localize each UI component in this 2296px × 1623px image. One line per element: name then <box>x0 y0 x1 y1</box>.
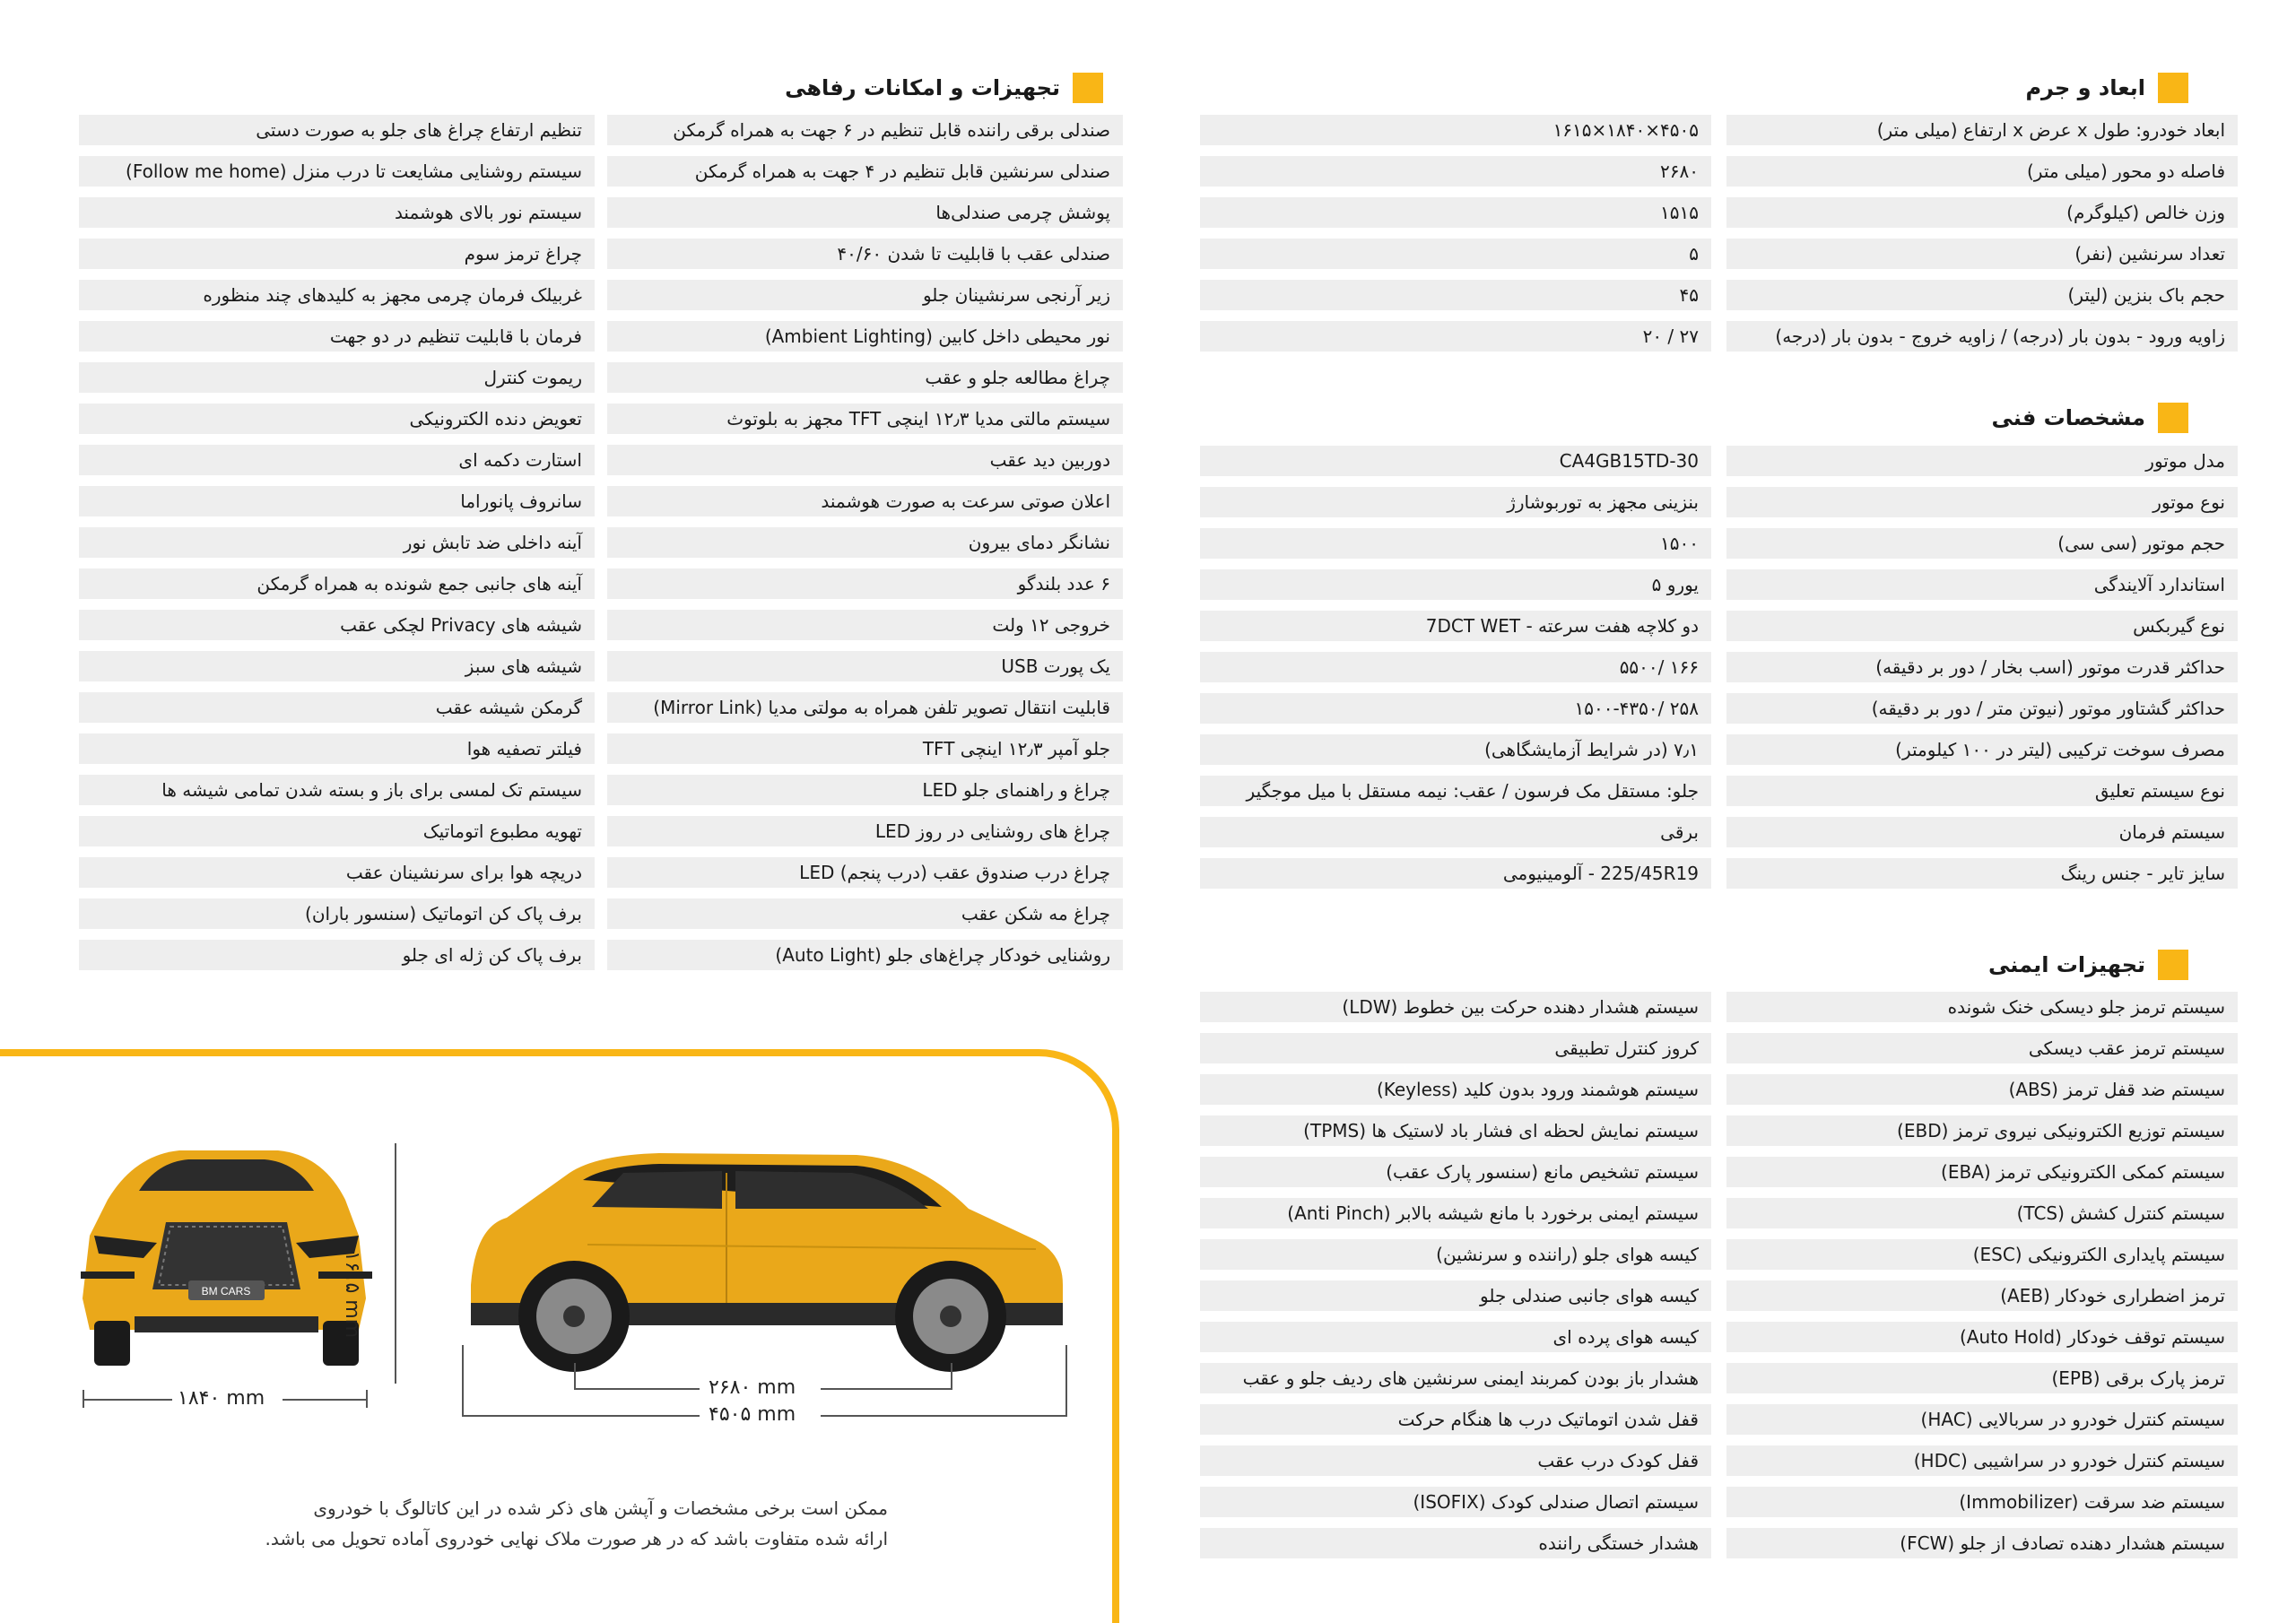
spec-value: ۱۵۰۰ <box>1200 528 1711 559</box>
safety-feature: سیستم هوشمند ورود بدون کلید (Keyless) <box>1200 1074 1711 1105</box>
bullet-square-icon <box>2158 403 2188 433</box>
comfort-feature: خروجی ۱۲ ولت <box>607 610 1123 640</box>
dimension-line <box>574 1363 576 1390</box>
safety-feature: سیستم کنترل خودرو در سراشیبی (HDC) <box>1726 1445 2238 1476</box>
comfort-feature: دوربین دید عقب <box>607 445 1123 475</box>
spec-label: زاویه ورود - بدون بار (درجه) / زاویه خروج - بدون بار (درجه) <box>1726 321 2238 352</box>
safety-feature: سیستم ترمز جلو دیسکی خنک شونده <box>1726 992 2238 1022</box>
dimension-line <box>821 1388 951 1390</box>
spec-label: حجم باک بنزین (لیتر) <box>1726 280 2238 310</box>
spec-label: نوع سیستم تعلیق <box>1726 776 2238 806</box>
comfort-feature: تنظیم ارتفاع چراغ های جلو به صورت دستی <box>79 115 595 145</box>
dimension-line <box>83 1399 172 1401</box>
spec-label: حداکثر قدرت موتور (اسب بخار / دور بر دقیقه) <box>1726 652 2238 682</box>
safety-feature: سیستم نمایش لحظه ای فشار باد لاستیک ها (TPMS) <box>1200 1115 1711 1146</box>
comfort-feature: صندلی سرنشین قابل تنظیم در ۴ جهت به همراه گرمکن <box>607 156 1123 187</box>
disclaimer <box>224 1493 888 1554</box>
spec-value: جلو: مستقل مک فرسون / عقب: نیمه مستقل با میل موجگیر <box>1200 776 1711 806</box>
safety-feature: سیستم توزیع الکترونیکی نیروی ترمز (EBD) <box>1726 1115 2238 1146</box>
spec-value: ۵ <box>1200 239 1711 269</box>
safety-feature: سیستم ضد قفل ترمز (ABS) <box>1726 1074 2238 1105</box>
dimension-line <box>951 1363 952 1390</box>
comfort-feature: نور محیطی داخل کابین (Ambient Lighting) <box>607 321 1123 352</box>
comfort-feature: استارت دکمه ای <box>79 445 595 475</box>
comfort-feature: سیستم نور بالای هوشمند <box>79 197 595 228</box>
spec-value: ۷٫۱ (در شرایط آزمایشگاهی) <box>1200 734 1711 765</box>
spec-value: ۱۵۱۵ <box>1200 197 1711 228</box>
spec-value: یورو ۵ <box>1200 569 1711 600</box>
comfort-feature: برف پاک کن اتوماتیک (سنسور باران) <box>79 898 595 929</box>
comfort-feature: سیستم روشنایی مشایعت تا درب منزل (Follow me home) <box>79 156 595 187</box>
spec-value: ۴۵۰۵×۱۸۴۰×۱۶۱۵ <box>1200 115 1711 145</box>
wheelbase-label: ۲۶۸۰ mm <box>709 1376 796 1399</box>
spec-label: وزن خالص (کیلوگرم) <box>1726 197 2238 228</box>
spec-label: ابعاد خودرو: طول x عرض x ارتفاع (میلی متر) <box>1726 115 2238 145</box>
safety-feature: سیستم توقف خودکار (Auto Hold) <box>1726 1322 2238 1352</box>
safety-feature: ترمز پارک برقی (EPB) <box>1726 1363 2238 1393</box>
spec-value: ۴۵ <box>1200 280 1711 310</box>
comfort-feature: شیشه های سبز <box>79 651 595 681</box>
safety-feature: کیسه هوای جلو (راننده و سرنشین) <box>1200 1239 1711 1270</box>
comfort-heading <box>744 72 1103 104</box>
safety-feature: قفل شدن اتوماتیک درب ها هنگام حرکت <box>1200 1404 1711 1435</box>
safety-feature: سیستم اتصال صندلی کودک (ISOFIX) <box>1200 1487 1711 1517</box>
comfort-feature: چراغ مه شکن عقب <box>607 898 1123 929</box>
comfort-feature: اعلان صوتی سرعت به صورت هوشمند <box>607 486 1123 516</box>
spec-label: فاصله دو محور (میلی متر) <box>1726 156 2238 187</box>
dimension-line <box>574 1388 700 1390</box>
comfort-feature: شیشه های Privacy لچکی عقب <box>79 610 595 640</box>
comfort-feature: چراغ های روشنایی در روز LED <box>607 816 1123 846</box>
front-height-label: ۱۶۱۵ mm <box>341 1251 363 1339</box>
dimensions-heading <box>1919 72 2188 104</box>
length-label: ۴۵۰۵ mm <box>709 1403 796 1426</box>
safety-feature: کروز کنترل تطبیقی <box>1200 1033 1711 1063</box>
safety-feature: سیستم ایمنی برخورد با مانع شیشه بالابر (Anti Pinch) <box>1200 1198 1711 1228</box>
comfort-feature: غربیلک فرمان چرمی مجهز به کلیدهای چند منظوره <box>79 280 595 310</box>
safety-feature: سیستم هشدار دهنده تصادف از جلو (FCW) <box>1726 1528 2238 1558</box>
comfort-feature: سیستم مالتی مدیا ۱۲٫۳ اینچی TFT مجهز به بلوتوث <box>607 404 1123 434</box>
bullet-square-icon <box>2158 73 2188 103</box>
spec-value: ۲۵۸ /۱۵۰۰-۴۳۵۰ <box>1200 693 1711 724</box>
safety-feature: ترمز اضطراری خودکار (AEB) <box>1726 1280 2238 1311</box>
safety-feature: سیستم ضد سرقت (Immobilizer) <box>1726 1487 2238 1517</box>
spec-value: ۲۶۸۰ <box>1200 156 1711 187</box>
section-title: تجهیزات و امکانات رفاهی <box>785 75 1060 100</box>
safety-feature: هشدار خستگی راننده <box>1200 1528 1711 1558</box>
safety-feature: سیستم تشخیص مانع (سنسور پارک عقب) <box>1200 1157 1711 1187</box>
spec-value: 225/45R19 - آلومینیومی <box>1200 858 1711 889</box>
section-title: تجهیزات ایمنی <box>1988 952 2145 977</box>
safety-feature: سیستم هشدار دهنده حرکت بین خطوط (LDW) <box>1200 992 1711 1022</box>
front-width-label: ۱۸۴۰ mm <box>178 1387 265 1410</box>
safety-feature: سیستم کمکی الکترونیکی ترمز (EBA) <box>1726 1157 2238 1187</box>
comfort-feature: صندلی عقب با قابلیت تا شدن ۴۰/۶۰ <box>607 239 1123 269</box>
comfort-feature: نشانگر دمای بیرون <box>607 527 1123 558</box>
disclaimer-line: ممکن است برخی مشخصات و آپشن های ذکر شده در این کاتالوگ با خودروی <box>313 1497 888 1519</box>
safety-feature: کیسه هوای جانبی صندلی جلو <box>1200 1280 1711 1311</box>
comfort-feature: گرمکن شیشه عقب <box>79 692 595 723</box>
comfort-feature: یک پورت USB <box>607 651 1123 681</box>
comfort-feature: چراغ درب صندوق عقب (درب پنجم) LED <box>607 857 1123 888</box>
technical-heading <box>1919 402 2188 434</box>
section-title: ابعاد و جرم <box>2025 75 2145 100</box>
safety-feature: سیستم کنترل کشش (TCS) <box>1726 1198 2238 1228</box>
dimension-line <box>283 1399 368 1401</box>
comfort-feature: آینه داخلی ضد تابش نور <box>79 527 595 558</box>
safety-feature: قفل کودک درب عقب <box>1200 1445 1711 1476</box>
spec-label: مدل موتور <box>1726 446 2238 476</box>
spec-value: ۲۷ / ۲۰ <box>1200 321 1711 352</box>
comfort-feature: پوشش چرمی صندلی‌ها <box>607 197 1123 228</box>
bullet-square-icon <box>2158 950 2188 980</box>
safety-feature: سیستم ترمز عقب دیسکی <box>1726 1033 2238 1063</box>
spec-value: برقی <box>1200 817 1711 847</box>
comfort-feature: فیلتر تصفیه هوا <box>79 733 595 764</box>
comfort-feature: زیر آرنجی سرنشینان جلو <box>607 280 1123 310</box>
spec-value: CA4GB15TD-30 <box>1200 446 1711 476</box>
section-title: مشخصات فنی <box>1991 405 2145 430</box>
comfort-feature: ۶ عدد بلندگو <box>607 568 1123 599</box>
comfort-feature: برف پاک کن ژله ای جلو <box>79 940 595 970</box>
spec-value: بنزینی مجهز به توربوشارژ <box>1200 487 1711 517</box>
comfort-feature: روشنایی خودکار چراغ‌های جلو (Auto Light) <box>607 940 1123 970</box>
comfort-feature: دریچه هوا برای سرنشینان عقب <box>79 857 595 888</box>
comfort-feature: تهویه مطبوع اتوماتیک <box>79 816 595 846</box>
comfort-feature: ریموت کنترل <box>79 362 595 393</box>
safety-feature: هشدار باز بودن کمربند ایمنی سرنشین های ردیف جلو و عقب <box>1200 1363 1711 1393</box>
dimension-line <box>1065 1345 1067 1417</box>
spec-label: سایز تایر - جنس رینگ <box>1726 858 2238 889</box>
comfort-feature: چراغ مطالعه جلو و عقب <box>607 362 1123 393</box>
comfort-feature: آینه های جانبی جمع شونده به همراه گرمکن <box>79 568 595 599</box>
spec-label: سیستم فرمان <box>1726 817 2238 847</box>
dimension-line <box>821 1415 1067 1417</box>
safety-feature: کیسه هوای پرده ای <box>1200 1322 1711 1352</box>
safety-feature: سیستم پایداری الکترونیکی (ESC) <box>1726 1239 2238 1270</box>
safety-heading <box>1919 949 2188 981</box>
spec-label: استاندارد آلایندگی <box>1726 569 2238 600</box>
car-badge: BM CARS <box>201 1285 251 1298</box>
car-side-view <box>453 1137 1072 1379</box>
dimension-line <box>462 1345 464 1417</box>
comfort-feature: جلو آمپر ۱۲٫۳ اینچی TFT <box>607 733 1123 764</box>
car-front-view <box>72 1137 377 1370</box>
comfort-feature: چراغ و راهنمای جلو LED <box>607 775 1123 805</box>
spec-label: حجم موتور (سی سی) <box>1726 528 2238 559</box>
spec-label: نوع موتور <box>1726 487 2238 517</box>
comfort-feature: سیستم تک لمسی برای باز و بسته شدن تمامی شیشه ها <box>79 775 595 805</box>
spec-label: حداکثر گشتاور موتور (نیوتن متر / دور بر دقیقه) <box>1726 693 2238 724</box>
spec-label: تعداد سرنشین (نفر) <box>1726 239 2238 269</box>
spec-value: دو کلاچه هفت سرعته - 7DCT WET <box>1200 611 1711 641</box>
bullet-square-icon <box>1073 73 1103 103</box>
dimension-line <box>395 1143 396 1384</box>
comfort-feature: چراغ ترمز سوم <box>79 239 595 269</box>
comfort-feature: تعویض دنده الکترونیکی <box>79 404 595 434</box>
comfort-feature: صندلی برقی راننده قابل تنظیم در ۶ جهت به همراه گرمکن <box>607 115 1123 145</box>
spec-label: نوع گیربکس <box>1726 611 2238 641</box>
comfort-feature: فرمان با قابلیت تنظیم در دو جهت <box>79 321 595 352</box>
dimension-line <box>462 1415 700 1417</box>
safety-feature: سیستم کنترل خودرو در سربالایی (HAC) <box>1726 1404 2238 1435</box>
disclaimer-line: ارائه شده متفاوت باشد که در هر صورت ملاک نهایی خودروی آماده تحویل می باشد. <box>265 1528 888 1549</box>
spec-value: ۱۶۶ /۵۵۰۰ <box>1200 652 1711 682</box>
comfort-feature: سانروف پانوراما <box>79 486 595 516</box>
comfort-feature: قابلیت انتقال تصویر تلفن همراه به مولتی مدیا (Mirror Link) <box>607 692 1123 723</box>
spec-label: مصرف سوخت ترکیبی (لیتر در ۱۰۰ کیلومتر) <box>1726 734 2238 765</box>
